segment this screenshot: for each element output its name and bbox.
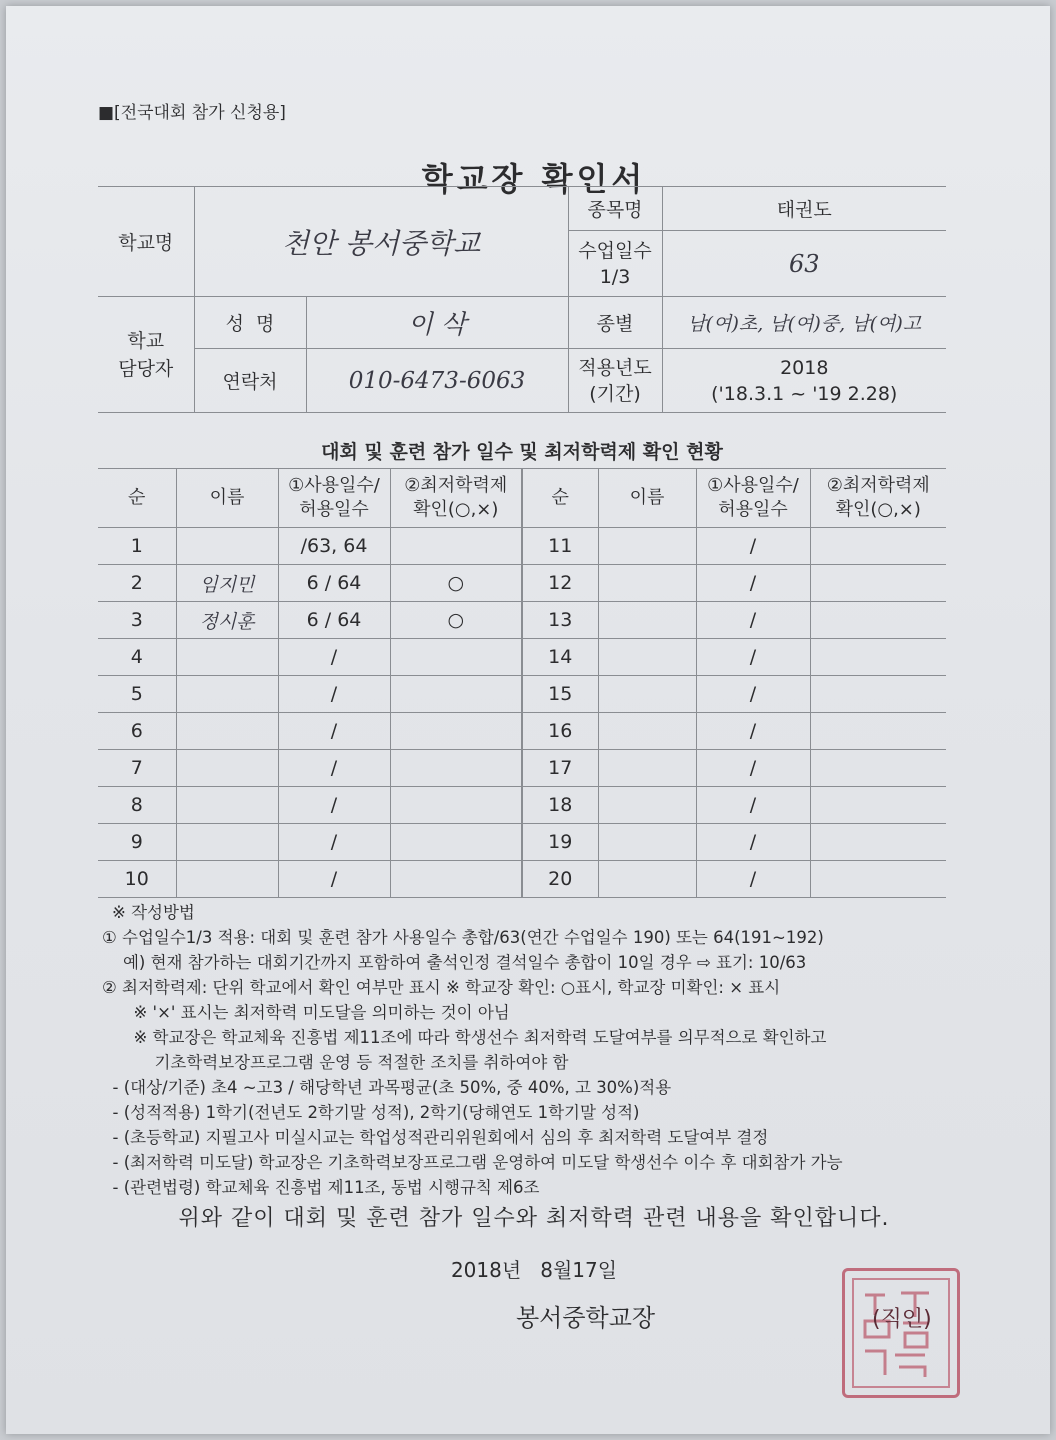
row-min-right	[810, 565, 946, 602]
col-min	[390, 469, 522, 528]
row-days-right: /	[696, 565, 810, 602]
row-name	[176, 861, 278, 898]
seal-icon	[845, 1271, 957, 1395]
col-no-right: 순	[522, 469, 598, 528]
method-line: - (성적적용) 1학기(전년도 2학기말 성적), 2학기(당해연도 1학기말 성적)	[102, 1103, 640, 1122]
table-body	[98, 528, 946, 898]
method-line: - (대상/기준) 초4 ~고3 / 해당학년 과목평균(초 50%, 중 40%, 고 30%)적용	[102, 1078, 672, 1097]
method-line: ※ 학교장은 학교체육 진흥법 제11조에 따라 학생선수 최저학력 도달여부를 의무적으로 확인하고	[102, 1028, 827, 1047]
table-row	[98, 602, 946, 639]
row-min	[390, 528, 522, 565]
row-name-right	[598, 565, 696, 602]
row-no-right: 17	[522, 750, 598, 787]
seal-label: (직인)	[872, 1307, 932, 1332]
row-days-right: /	[696, 750, 810, 787]
table-row	[98, 750, 946, 787]
row-name	[176, 713, 278, 750]
row-no: 4	[98, 639, 176, 676]
row-min-right	[810, 787, 946, 824]
method-section	[102, 900, 962, 1200]
method-line: ※ '×' 표시는 최저학력 미도달을 의미하는 것이 아님	[102, 1003, 510, 1022]
col-min-1: ②최저학력제	[404, 475, 508, 496]
method-line: - (최저학력 미도달) 학교장은 기초학력보장프로그램 운영하여 미도달 학생선수 이수 후 대회참가 가능	[102, 1153, 843, 1172]
table-row	[98, 639, 946, 676]
row-min: ○	[390, 565, 522, 602]
contact-group-label-2: 담당자	[118, 357, 174, 380]
row-name	[176, 639, 278, 676]
row-days: /	[278, 750, 390, 787]
row-name-right	[598, 528, 696, 565]
col-min-right	[810, 469, 946, 528]
method-line: - (관련법령) 학교체육 진흥법 제11조, 동법 시행규칙 제6조	[102, 1178, 540, 1197]
row-name-right	[598, 787, 696, 824]
row-name	[176, 750, 278, 787]
contact-group-label-1: 학교	[127, 329, 165, 352]
row-name-right	[598, 639, 696, 676]
row-min	[390, 824, 522, 861]
col-days-right-2: 허용일수	[718, 499, 788, 520]
confirm-statement: 위와 같이 대회 및 훈련 참가 일수와 최저학력 관련 내용을 확인합니다.	[178, 1206, 890, 1231]
table-row	[98, 565, 946, 602]
row-min	[390, 639, 522, 676]
row-name-right	[598, 713, 696, 750]
row-days: /	[278, 676, 390, 713]
row-no-right: 13	[522, 602, 598, 639]
method-line: 예) 현재 참가하는 대회기간까지 포함하여 출석인정 결석일수 총합이 10일 경우 ⇨ 표기: 10/63	[102, 953, 807, 972]
row-name: 정시훈	[176, 602, 278, 639]
row-name-right	[598, 676, 696, 713]
row-min-right	[810, 713, 946, 750]
name-label: 성 명	[194, 297, 306, 349]
row-name: 임지민	[176, 565, 278, 602]
row-no: 7	[98, 750, 176, 787]
phone-label: 연락처	[194, 349, 306, 413]
col-name: 이름	[176, 469, 278, 528]
row-days-right: /	[696, 824, 810, 861]
row-name-right	[598, 824, 696, 861]
info-table	[98, 186, 946, 413]
period-label	[568, 349, 662, 413]
row-min	[390, 713, 522, 750]
table-row	[98, 528, 946, 565]
issue-date: 2018년 8월17일	[450, 1258, 618, 1282]
col-min-2: 확인(○,×)	[413, 499, 499, 520]
row-days-right: /	[696, 639, 810, 676]
col-min-right-1: ②최저학력제	[826, 475, 930, 496]
row-min-right	[810, 602, 946, 639]
row-no: 1	[98, 528, 176, 565]
row-min: ○	[390, 602, 522, 639]
row-days-right: /	[696, 713, 810, 750]
row-no: 8	[98, 787, 176, 824]
row-min-right	[810, 824, 946, 861]
row-min	[390, 861, 522, 898]
table-row	[98, 824, 946, 861]
table-row	[98, 713, 946, 750]
row-no: 10	[98, 861, 176, 898]
official-seal	[842, 1268, 960, 1398]
row-name-right	[598, 750, 696, 787]
sport-label: 종목명	[568, 187, 662, 231]
row-no-right: 19	[522, 824, 598, 861]
gender-value: 남(여)초, 남(여)중, 남(여)고	[662, 297, 946, 349]
col-days-1: ①사용일수/	[288, 475, 380, 496]
row-days: /	[278, 639, 390, 676]
gender-label: 종별	[568, 297, 662, 349]
school-label: 학교명	[98, 187, 194, 297]
period-label-1: 적용년도	[578, 356, 652, 379]
col-no: 순	[98, 469, 176, 528]
row-no-right: 18	[522, 787, 598, 824]
row-min	[390, 750, 522, 787]
row-no-right: 16	[522, 713, 598, 750]
row-name	[176, 787, 278, 824]
col-days	[278, 469, 390, 528]
col-days-right	[696, 469, 810, 528]
row-no: 3	[98, 602, 176, 639]
row-min	[390, 787, 522, 824]
table-row	[98, 861, 946, 898]
row-days: 6 / 64	[278, 602, 390, 639]
method-lines	[102, 925, 962, 1200]
row-name-right	[598, 602, 696, 639]
row-name	[176, 676, 278, 713]
document-page	[6, 6, 1050, 1434]
row-min-right	[810, 639, 946, 676]
row-no-right: 11	[522, 528, 598, 565]
period-range: ('18.3.1 ~ '19 2.28)	[711, 382, 898, 405]
row-min-right	[810, 861, 946, 898]
col-min-right-2: 확인(○,×)	[835, 499, 921, 520]
row-min	[390, 676, 522, 713]
sport-value: 태권도	[662, 187, 946, 231]
form-tag: ■[전국대회 참가 신청용]	[98, 103, 286, 123]
row-days: /	[278, 861, 390, 898]
table-row	[98, 787, 946, 824]
row-no: 6	[98, 713, 176, 750]
status-title: 대회 및 훈련 참가 일수 및 최저학력제 확인 현황	[321, 441, 723, 463]
method-line: 기초학력보장프로그램 운영 등 적절한 조치를 취하여야 함	[102, 1053, 569, 1072]
row-days: /63, 64	[278, 528, 390, 565]
method-line: ① 수업일수1/3 적용: 대회 및 훈련 참가 사용일수 총합/63(연간 수업일수 190) 또는 64(191~192)	[102, 928, 824, 947]
days-label	[568, 231, 662, 297]
school-value: 천안 봉서중학교	[194, 187, 568, 297]
row-no-right: 14	[522, 639, 598, 676]
signer-title: 봉서중학교장	[516, 1304, 656, 1332]
row-min-right	[810, 676, 946, 713]
table-header-row	[98, 469, 946, 528]
row-no-right: 20	[522, 861, 598, 898]
row-days: 6 / 64	[278, 565, 390, 602]
method-line: ② 최저학력제: 단위 학교에서 확인 여부만 표시 ※ 학교장 확인: ○표시, 학교장 미확인: × 표시	[102, 978, 781, 997]
name-value: 이 삭	[306, 297, 568, 349]
period-value	[662, 349, 946, 413]
row-days-right: /	[696, 676, 810, 713]
row-no-right: 15	[522, 676, 598, 713]
row-days: /	[278, 713, 390, 750]
period-label-2: (기간)	[589, 382, 641, 405]
row-name	[176, 824, 278, 861]
contact-group-label	[98, 297, 194, 413]
row-days-right: /	[696, 602, 810, 639]
row-name-right	[598, 861, 696, 898]
col-days-2: 허용일수	[299, 499, 369, 520]
row-no: 5	[98, 676, 176, 713]
row-min-right	[810, 750, 946, 787]
days-value: 63	[662, 231, 946, 297]
row-no: 2	[98, 565, 176, 602]
row-name	[176, 528, 278, 565]
col-name-right: 이름	[598, 469, 696, 528]
phone-value: 010-6473-6063	[306, 349, 568, 413]
days-label-bottom: 1/3	[599, 265, 631, 288]
row-no: 9	[98, 824, 176, 861]
row-min-right	[810, 528, 946, 565]
days-label-top: 수업일수	[578, 239, 652, 262]
col-days-right-1: ①사용일수/	[707, 475, 799, 496]
row-days-right: /	[696, 528, 810, 565]
period-year: 2018	[780, 356, 829, 379]
table-row	[98, 676, 946, 713]
method-heading: ※ 작성방법	[112, 903, 195, 922]
status-table	[98, 468, 946, 898]
row-days: /	[278, 787, 390, 824]
row-days-right: /	[696, 787, 810, 824]
row-days: /	[278, 824, 390, 861]
document-title: 학교장 확인서	[421, 160, 647, 198]
row-days-right: /	[696, 861, 810, 898]
row-no-right: 12	[522, 565, 598, 602]
method-line: - (초등학교) 지필고사 미실시교는 학업성적관리위원회에서 심의 후 최저학력 도달여부 결정	[102, 1128, 769, 1147]
